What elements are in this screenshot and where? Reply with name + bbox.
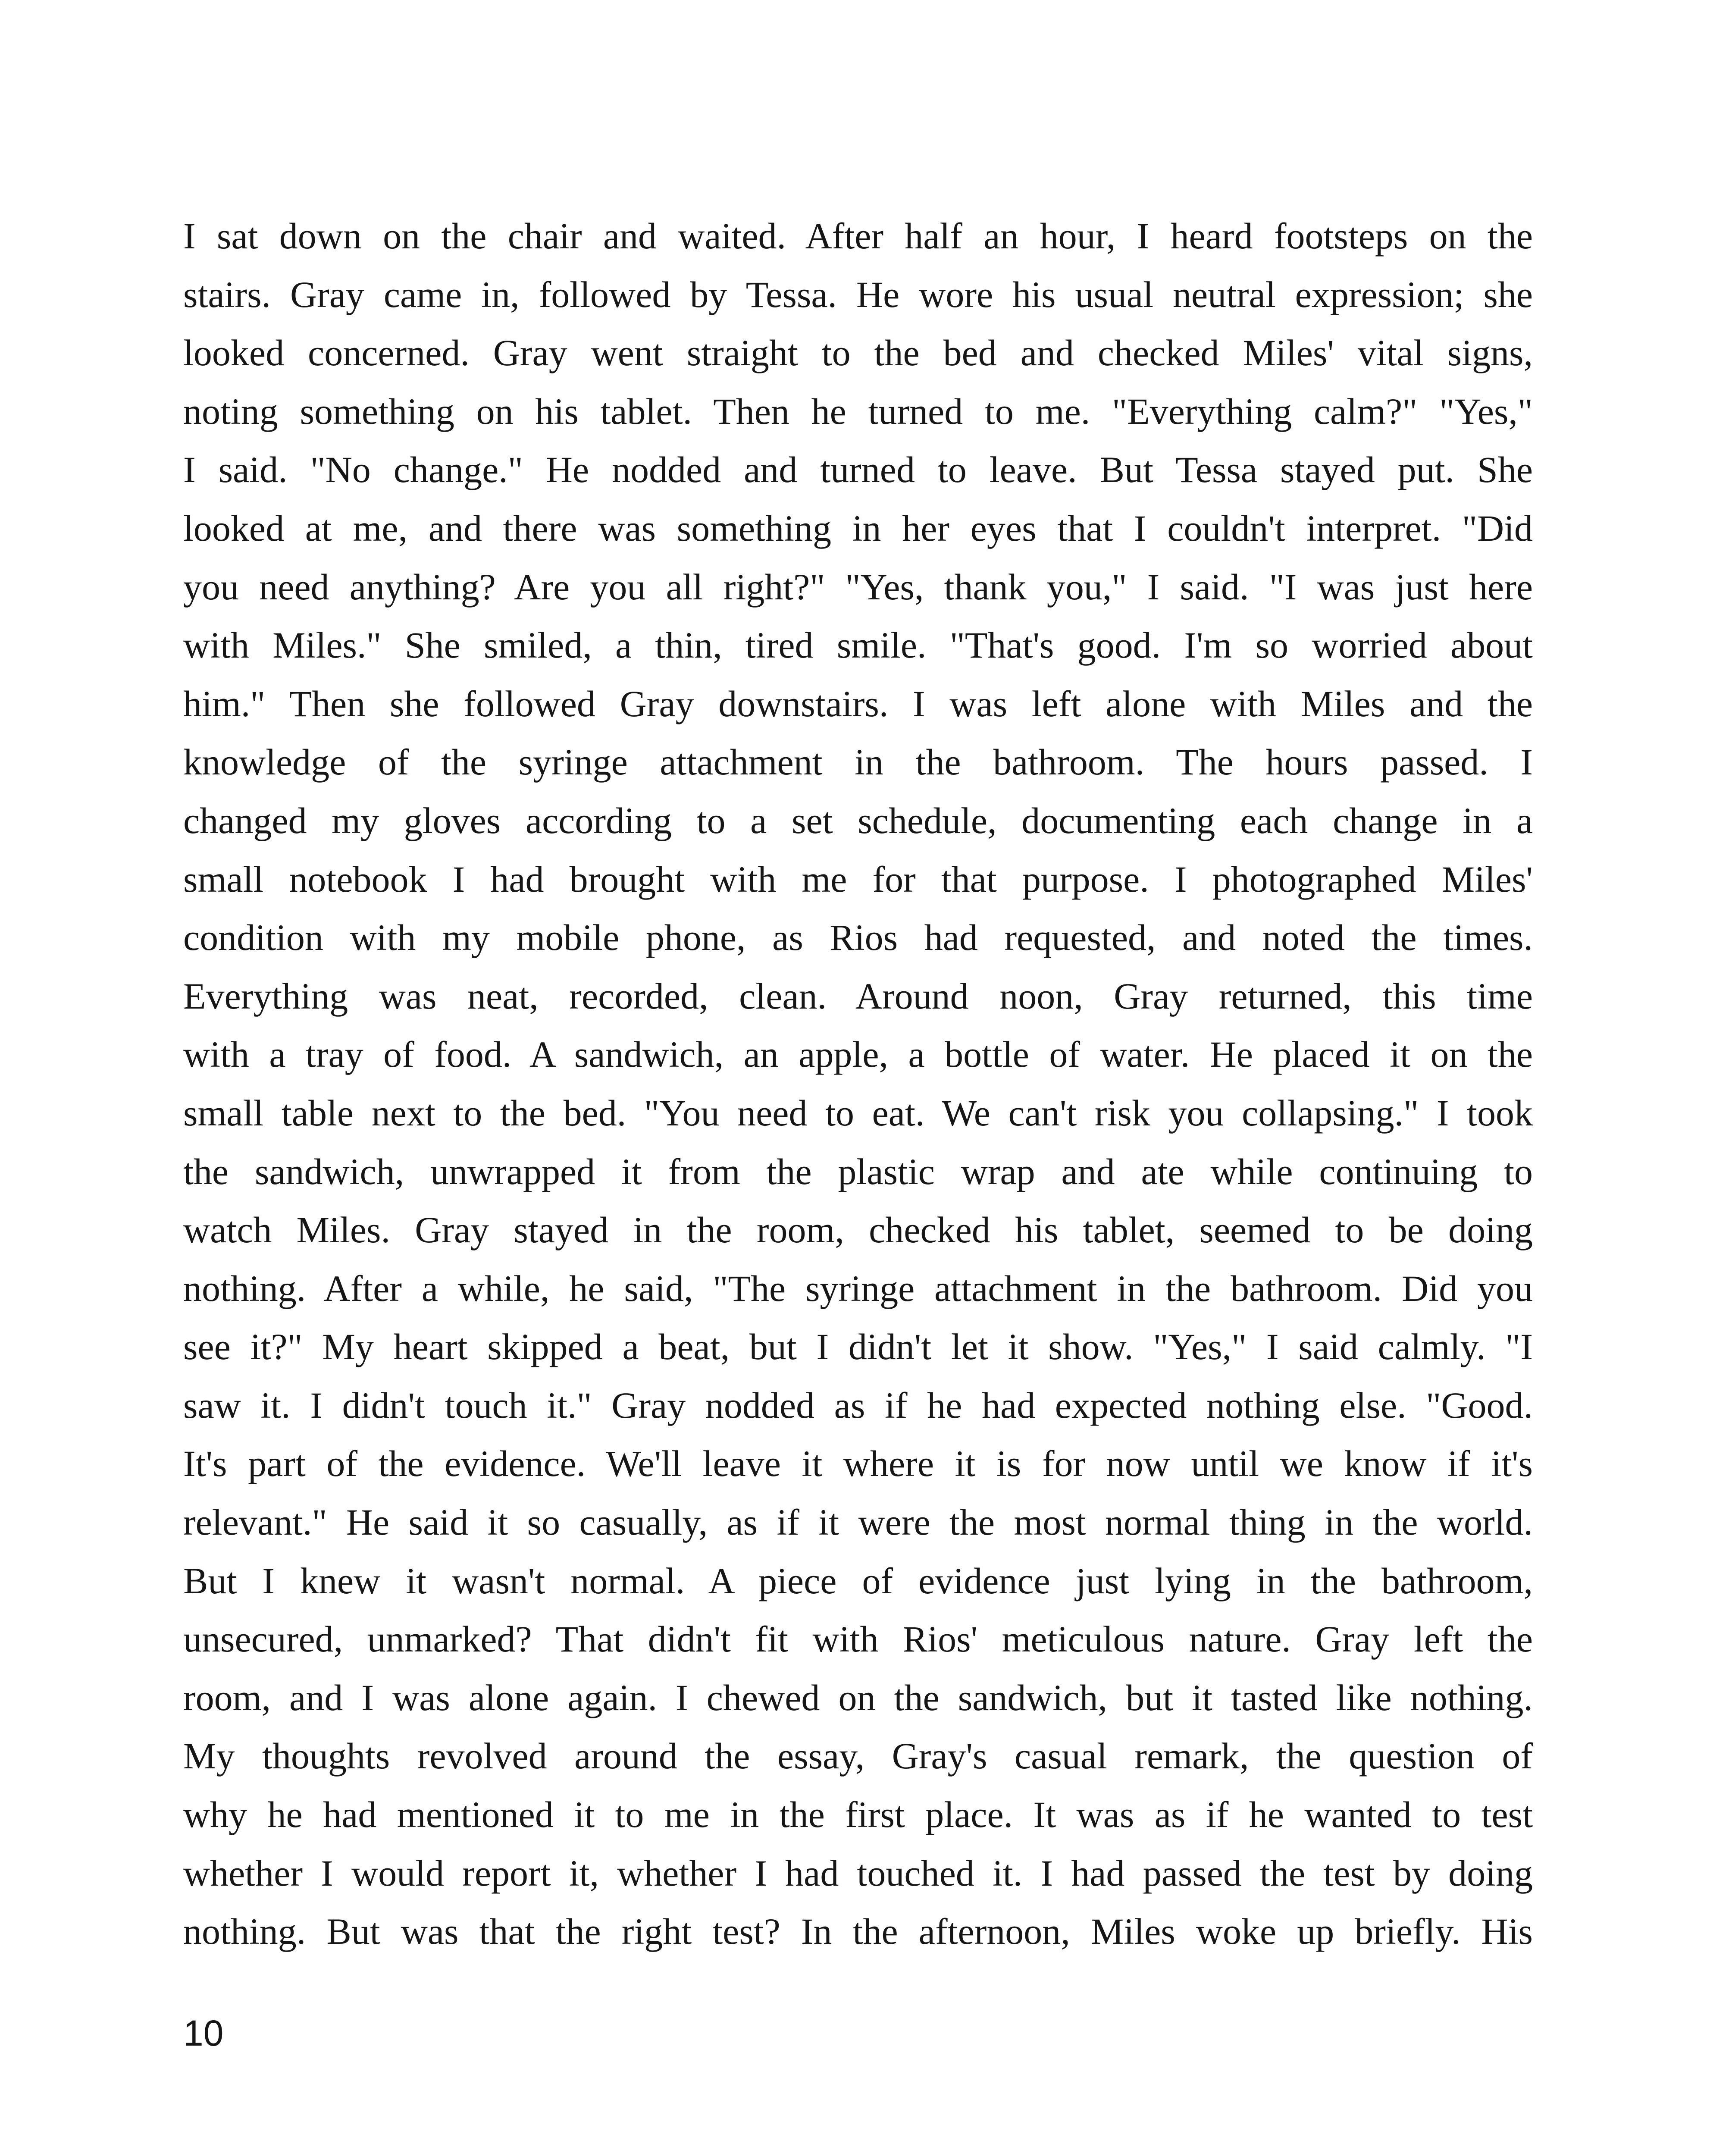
text-line: him." Then she followed Gray downstairs. I was left alone with Miles and the	[183, 683, 1533, 724]
text-line: whether I would report it, whether I had touched it. I had passed the test by doing	[183, 1852, 1533, 1894]
text-line: small notebook I had brought with me for that purpose. I photographed Miles'	[183, 858, 1533, 900]
text-line: you need anything? Are you all right?" "Yes, thank you," I said. "I was just here	[183, 566, 1533, 608]
text-line: relevant." He said it so casually, as if it were the most normal thing in the world.	[183, 1501, 1533, 1543]
text-line: changed my gloves according to a set schedule, documenting each change in a	[183, 799, 1533, 841]
text-line: Everything was neat, recorded, clean. Around noon, Gray returned, this time	[183, 975, 1533, 1017]
text-line: I said. "No change." He nodded and turned to leave. But Tessa stayed put. She	[183, 449, 1533, 491]
text-line: with a tray of food. A sandwich, an apple, a bottle of water. He placed it on the	[183, 1034, 1533, 1075]
text-line: I sat down on the chair and waited. After half an hour, I heard footsteps on the	[183, 215, 1533, 257]
text-line: nothing. But was that the right test? In the afternoon, Miles woke up briefly. His	[183, 1911, 1533, 1952]
text-line: room, and I was alone again. I chewed on the sandwich, but it tasted like nothing.	[183, 1677, 1533, 1718]
text-line: It's part of the evidence. We'll leave it where it is for now until we know if it's	[183, 1443, 1533, 1485]
text-line: looked concerned. Gray went straight to the bed and checked Miles' vital signs,	[183, 332, 1533, 374]
text-line: stairs. Gray came in, followed by Tessa. He wore his usual neutral expression; she	[183, 273, 1533, 315]
text-line: knowledge of the syringe attachment in the bathroom. The hours passed. I	[183, 741, 1533, 783]
text-line: the sandwich, unwrapped it from the plastic wrap and ate while continuing to	[183, 1150, 1533, 1192]
text-line: But I knew it wasn't normal. A piece of evidence just lying in the bathroom,	[183, 1560, 1533, 1601]
text-line: condition with my mobile phone, as Rios had requested, and noted the times.	[183, 917, 1533, 959]
text-line: noting something on his tablet. Then he turned to me. "Everything calm?" "Yes,"	[183, 390, 1533, 432]
page-number: 10	[183, 2013, 224, 2053]
text-line: with Miles." She smiled, a thin, tired smile. "That's good. I'm so worried about	[183, 624, 1533, 666]
text-line: saw it. I didn't touch it." Gray nodded as if he had expected nothing else. "Good.	[183, 1384, 1533, 1426]
text-line: My thoughts revolved around the essay, Gray's casual remark, the question of	[183, 1735, 1533, 1777]
body-text	[183, 207, 1533, 1961]
text-line: small table next to the bed. "You need to eat. We can't risk you collapsing." I took	[183, 1092, 1533, 1134]
text-line: see it?" My heart skipped a beat, but I didn't let it show. "Yes," I said calmly. "I	[183, 1326, 1533, 1368]
text-line: looked at me, and there was something in her eyes that I couldn't interpret. "Did	[183, 507, 1533, 549]
text-line: unsecured, unmarked? That didn't fit with Rios' meticulous nature. Gray left the	[183, 1618, 1533, 1660]
text-line: watch Miles. Gray stayed in the room, checked his tablet, seemed to be doing	[183, 1209, 1533, 1251]
text-line: why he had mentioned it to me in the first place. It was as if he wanted to test	[183, 1794, 1533, 1836]
text-line: nothing. After a while, he said, "The syringe attachment in the bathroom. Did you	[183, 1267, 1533, 1309]
